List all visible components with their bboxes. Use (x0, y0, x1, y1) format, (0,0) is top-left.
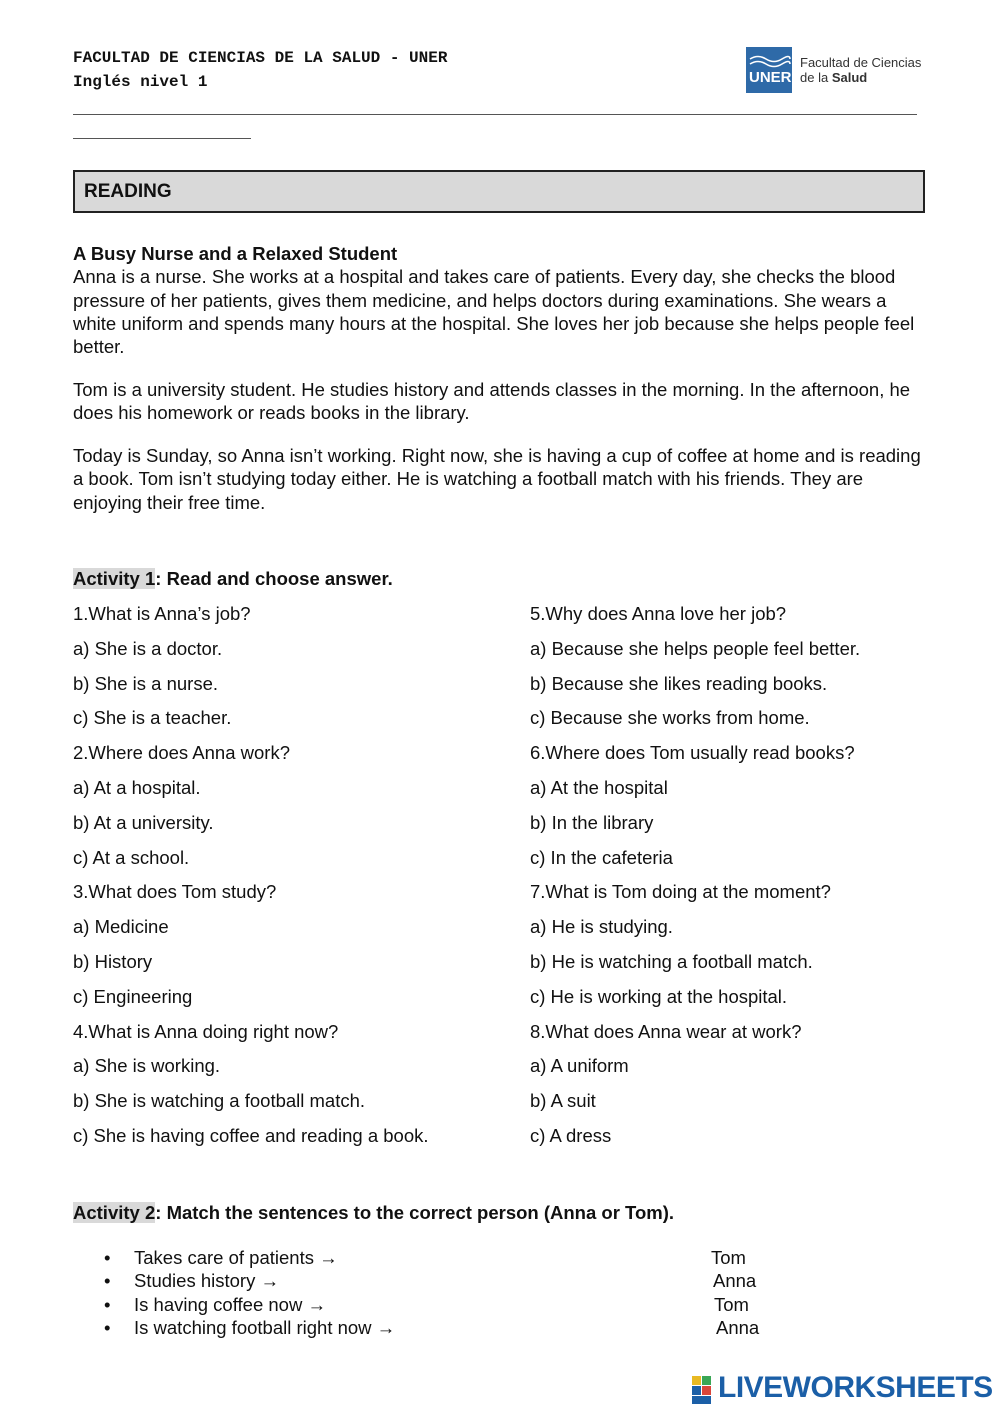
option-1a[interactable]: a) She is a doctor. (73, 637, 223, 659)
match-sentence: Is watching football right now → (134, 1316, 396, 1338)
match-item (104, 1269, 804, 1292)
question-6: 6.Where does Tom usually read books? (530, 742, 855, 764)
uner-logo-line2-prefix: de la (800, 70, 832, 85)
match-list (104, 1246, 804, 1339)
option-8c[interactable]: c) A dress (530, 1124, 612, 1146)
activity2-heading (73, 1202, 674, 1224)
match-answer-select[interactable]: Anna (716, 1316, 760, 1338)
option-3a[interactable]: a) Medicine (73, 916, 169, 938)
option-4b[interactable]: b) She is watching a football match. (73, 1090, 366, 1112)
bullet-icon: • (104, 1293, 111, 1315)
option-3b[interactable]: b) History (73, 950, 153, 972)
option-5b[interactable]: b) Because she likes reading books. (530, 672, 828, 694)
section-title: READING (84, 181, 172, 202)
match-answer-select[interactable]: Tom (711, 1247, 746, 1268)
uner-logo-line2-bold: Salud (831, 70, 868, 85)
match-sentence: Studies history → (134, 1270, 279, 1292)
option-1b[interactable]: b) She is a nurse. (73, 672, 218, 694)
activity2-label: Activity 2 (73, 1202, 156, 1223)
option-8a[interactable]: a) A uniform (530, 1055, 629, 1077)
option-1c[interactable]: c) She is a teacher. (73, 707, 232, 729)
section-title-box (73, 170, 925, 213)
story-paragraph-3: Today is Sunday, so Anna isn’t working. Right now, she is having a cup of coffee at home and is reading a book. Tom isn’t studying today either. He is watching a football match with his friends. They are enjoying their free time. (73, 445, 921, 513)
course-name: Inglés nivel 1 (73, 73, 208, 91)
option-4c[interactable]: c) She is having coffee and reading a book. (73, 1124, 429, 1146)
option-7b[interactable]: b) He is watching a football match. (530, 950, 813, 972)
uner-logo (746, 47, 792, 93)
option-8b[interactable]: b) A suit (530, 1090, 596, 1112)
option-6b[interactable]: b) In the library (530, 811, 654, 833)
option-6a[interactable]: a) At the hospital (530, 776, 668, 798)
activity1-instruction: : Read and choose answer. (155, 568, 393, 589)
question-8: 8.What does Anna wear at work? (530, 1020, 802, 1042)
match-item (104, 1293, 804, 1316)
bullet-icon: • (104, 1247, 111, 1268)
question-1: 1.What is Anna’s job? (73, 603, 251, 624)
story-paragraph-1 (73, 242, 933, 358)
activity1-heading (73, 568, 393, 590)
option-2b[interactable]: b) At a university. (73, 811, 214, 833)
header-divider (73, 114, 917, 115)
question-3: 3.What does Tom study? (73, 881, 277, 903)
match-item (104, 1246, 804, 1269)
uner-logo-line1: Facultad de Ciencias (800, 55, 922, 70)
liveworksheets-logo-icon (692, 1372, 716, 1406)
option-6c[interactable]: c) In the cafeteria (530, 846, 673, 868)
institution-name: FACULTAD DE CIENCIAS DE LA SALUD - UNER (73, 49, 448, 67)
bullet-icon: • (104, 1270, 111, 1292)
option-2a[interactable]: a) At a hospital. (73, 776, 201, 798)
option-5c[interactable]: c) Because she works from home. (530, 707, 810, 729)
match-item (104, 1316, 804, 1339)
uner-logo-text (800, 55, 921, 85)
match-sentence: Takes care of patients → (134, 1247, 338, 1268)
header-divider-short (73, 138, 251, 139)
option-7c[interactable]: c) He is working at the hospital. (530, 985, 788, 1007)
question-2: 2.Where does Anna work? (73, 742, 290, 764)
questions-right-column (530, 600, 860, 1157)
uner-logo-abbrev: UNER (749, 69, 792, 86)
question-4: 4.What is Anna doing right now? (73, 1020, 339, 1042)
questions-left-column (73, 600, 429, 1157)
liveworksheets-brand: LIVEWORKSHEETS (718, 1371, 993, 1404)
question-7: 7.What is Tom doing at the moment? (530, 881, 831, 903)
match-answer-select[interactable]: Anna (713, 1270, 757, 1292)
option-5a[interactable]: a) Because she helps people feel better. (530, 637, 861, 659)
option-7a[interactable]: a) He is studying. (530, 916, 673, 938)
uner-logo-line2 (800, 70, 921, 85)
option-4a[interactable]: a) She is working. (73, 1055, 221, 1077)
option-3c[interactable]: c) Engineering (73, 985, 193, 1007)
bullet-icon: • (104, 1316, 111, 1338)
story-title: A Busy Nurse and a Relaxed Student (73, 243, 398, 264)
option-2c[interactable]: c) At a school. (73, 846, 190, 868)
match-answer-select[interactable]: Tom (714, 1293, 749, 1315)
activity2-instruction: : Match the sentences to the correct person (Anna or Tom). (155, 1202, 675, 1223)
story-paragraph-2: Tom is a university student. He studies history and attends classes in the morning. In the afternoon, he does his homework or reads books in the library. (73, 379, 911, 424)
story-text-1: Anna is a nurse. She works at a hospital and takes care of patients. Every day, she checks the blood pressure of her patients, gives them medicine, and helps doctors during examinations. She wears a white uniform and spends many hours at the hospital. She loves her job because she helps people feel better. (73, 266, 915, 358)
activity1-label: Activity 1 (73, 568, 156, 589)
match-sentence: Is having coffee now → (134, 1293, 326, 1315)
question-5: 5.Why does Anna love her job? (530, 603, 787, 624)
